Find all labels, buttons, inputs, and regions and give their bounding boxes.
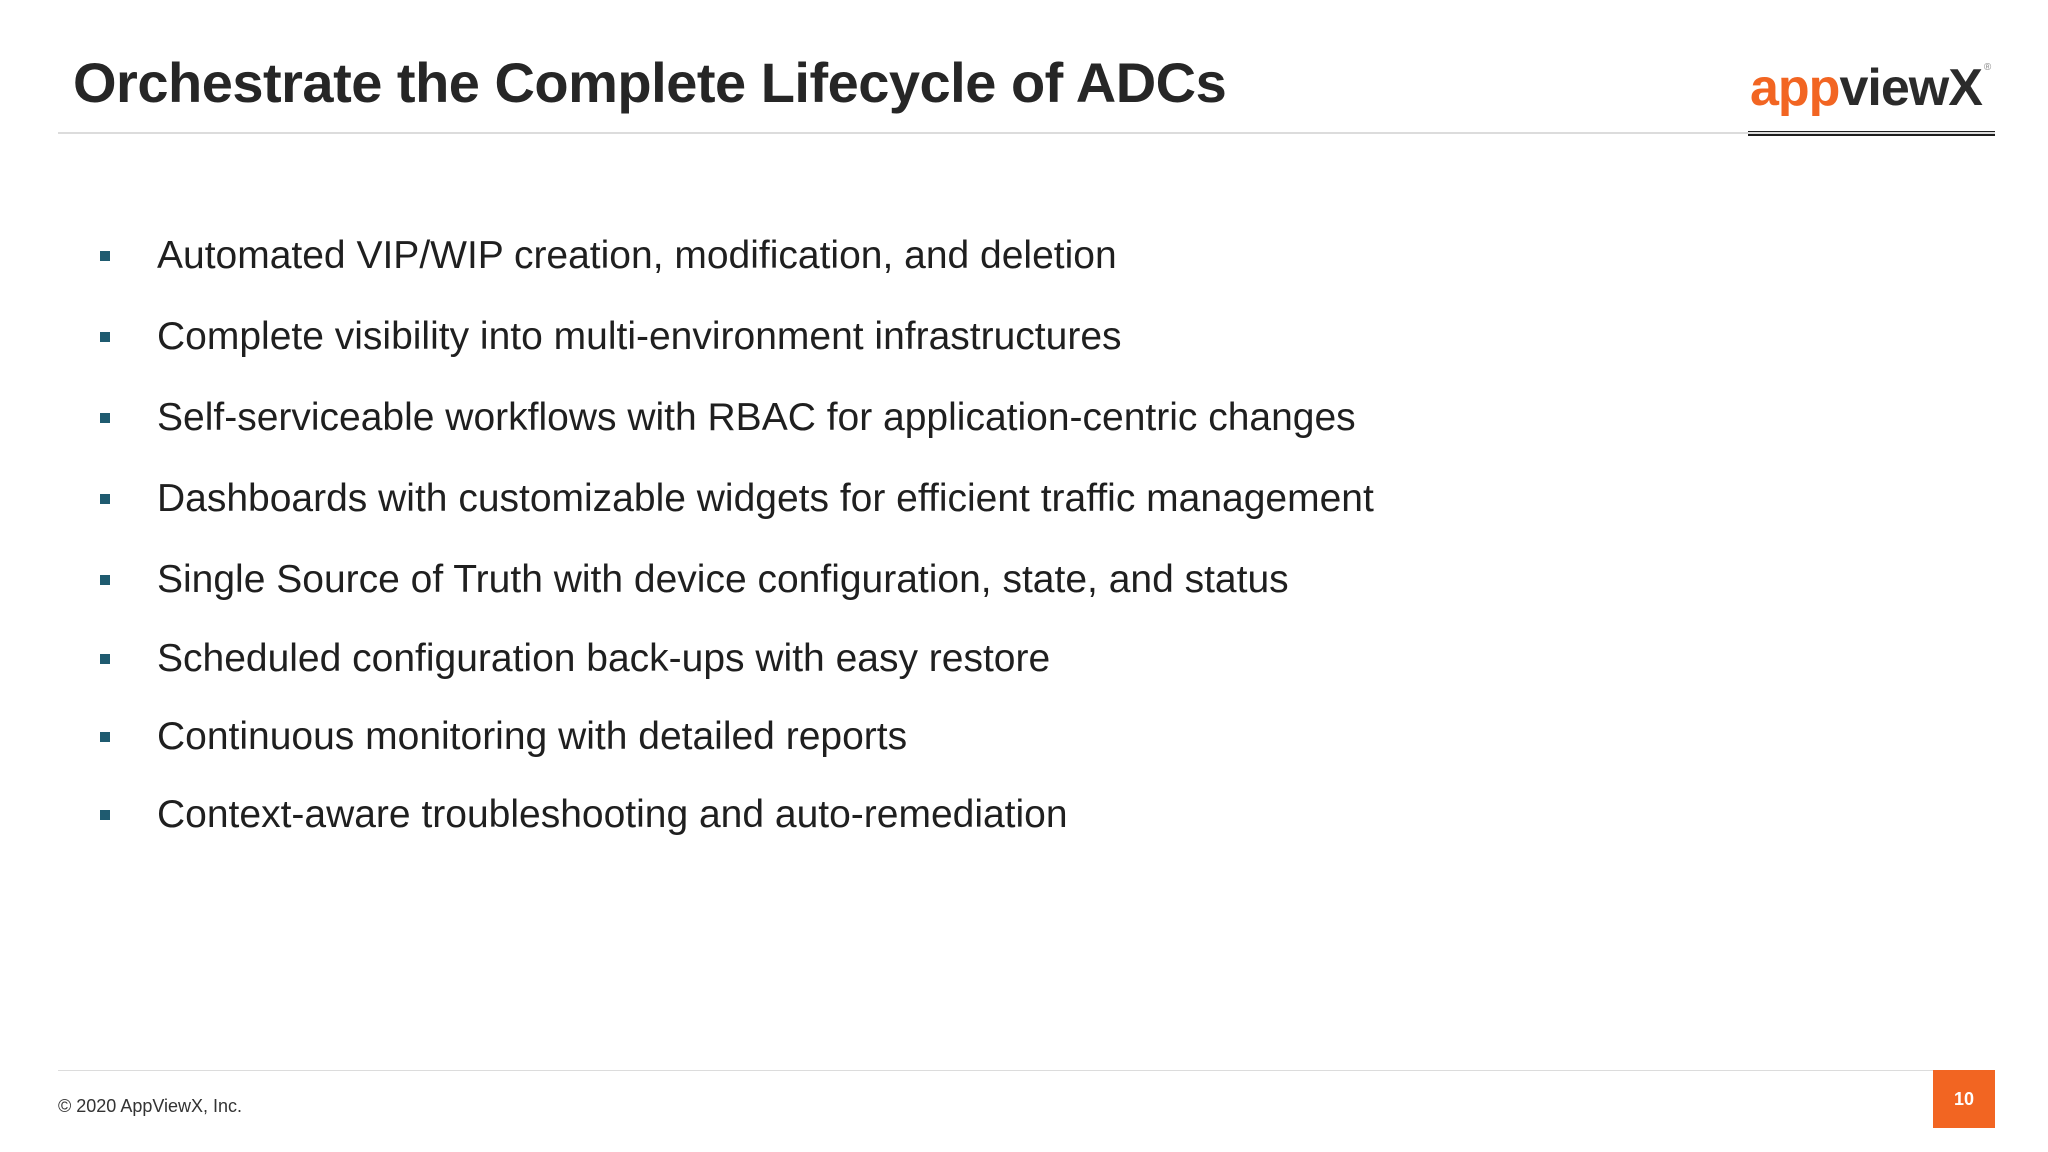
bullet-text: Self-serviceable workflows with RBAC for application-centric changes	[157, 396, 1356, 439]
footer-divider	[58, 1070, 1995, 1071]
bullet-text: Dashboards with customizable widgets for efficient traffic management	[157, 477, 1374, 520]
logo-trademark: ®	[1983, 62, 1991, 73]
square-bullet-icon	[100, 575, 110, 585]
bullet-item	[100, 795, 1374, 835]
square-bullet-icon	[100, 251, 110, 261]
bullet-item	[100, 398, 1374, 438]
bullet-text: Automated VIP/WIP creation, modification, and deletion	[157, 234, 1117, 277]
square-bullet-icon	[100, 732, 110, 742]
logo-app-text: app	[1750, 59, 1840, 117]
square-bullet-icon	[100, 494, 110, 504]
bullet-item	[100, 317, 1374, 357]
square-bullet-icon	[100, 332, 110, 342]
slide-title: Orchestrate the Complete Lifecycle of ADCs	[73, 51, 1227, 114]
bullet-text: Context-aware troubleshooting and auto-remediation	[157, 793, 1068, 836]
bullet-text: Continuous monitoring with detailed reports	[157, 715, 908, 758]
bullet-item	[100, 479, 1374, 519]
logo-viewx-text: viewX	[1839, 59, 1982, 117]
square-bullet-icon	[100, 810, 110, 820]
bullet-text: Scheduled configuration back-ups with easy restore	[157, 637, 1051, 680]
bullet-text: Single Source of Truth with device configuration, state, and status	[157, 558, 1289, 601]
header-divider	[58, 132, 1995, 134]
bullet-item	[100, 560, 1374, 600]
bullet-item	[100, 639, 1374, 679]
bullet-item	[100, 236, 1374, 276]
appviewx-logo	[1750, 58, 1990, 118]
bullet-text: Complete visibility into multi-environment infrastructures	[157, 315, 1122, 358]
copyright-text: © 2020 AppViewX, Inc.	[58, 1096, 243, 1116]
page-number-badge: 10	[1933, 1070, 1995, 1128]
square-bullet-icon	[100, 654, 110, 664]
bullet-list	[100, 236, 1374, 835]
bullet-item	[100, 717, 1374, 757]
square-bullet-icon	[100, 413, 110, 423]
